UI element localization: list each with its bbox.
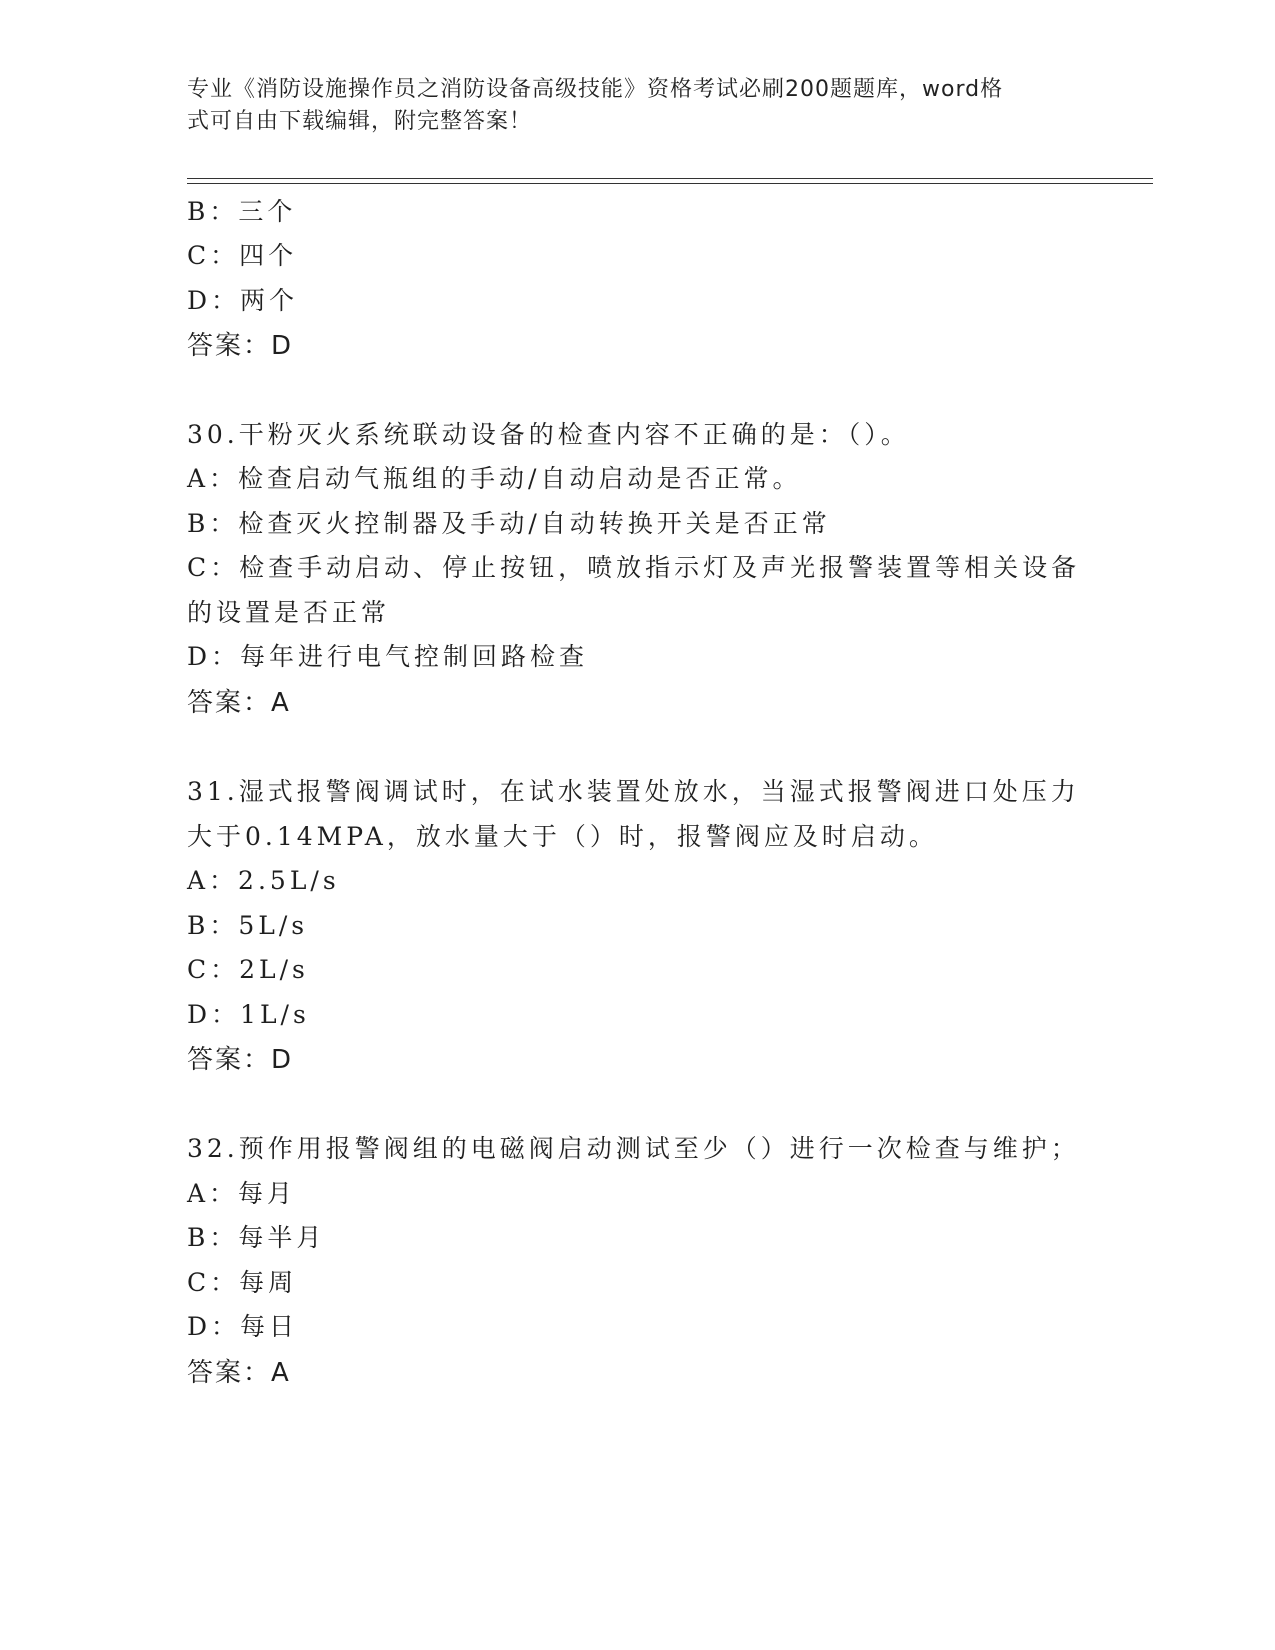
q30-answer: 答案：A bbox=[187, 688, 291, 718]
q32-stem: 32.预作用报警阀组的电磁阀启动测试至少（）进行一次检查与维护； bbox=[187, 1134, 1080, 1163]
q30-option-b: B：检查灭火控制器及手动/自动转换开关是否正常 bbox=[187, 509, 831, 538]
q31-stem-2: 大于0.14MPA，放水量大于（）时，报警阀应及时启动。 bbox=[187, 822, 938, 851]
q32-option-d: D：每日 bbox=[187, 1312, 299, 1341]
header-rule-bottom bbox=[187, 183, 1153, 184]
document-header bbox=[187, 74, 1067, 138]
prev-option-d: D：两个 bbox=[187, 286, 299, 315]
prev-answer: 答案：D bbox=[187, 331, 294, 361]
header-rule-top bbox=[187, 178, 1153, 179]
prev-option-b: B：三个 bbox=[187, 197, 297, 226]
q31-option-a: A：2.5L/s bbox=[187, 866, 340, 895]
q32-option-c: C：每周 bbox=[187, 1268, 298, 1297]
q31-option-d: D：1L/s bbox=[187, 1000, 310, 1029]
q30-option-c-cont: 的设置是否正常 bbox=[187, 598, 391, 627]
q32-option-b: B：每半月 bbox=[187, 1223, 326, 1252]
q30-stem: 30.干粉灭火系统联动设备的检查内容不正确的是：（）。 bbox=[187, 420, 910, 449]
q31-stem-1: 31.湿式报警阀调试时，在试水装置处放水，当湿式报警阀进口处压力 bbox=[187, 777, 1080, 806]
header-line-2: 式可自由下载编辑，附完整答案！ bbox=[187, 109, 533, 134]
q30-option-c: C：检查手动启动、停止按钮，喷放指示灯及声光报警装置等相关设备 bbox=[187, 553, 1081, 582]
q30-option-a: A：检查启动气瓶组的手动/自动启动是否正常。 bbox=[187, 464, 802, 493]
q30-option-d: D：每年进行电气控制回路检查 bbox=[187, 642, 589, 671]
header-line-1: 专业《消防设施操作员之消防设备高级技能》资格考试必刷200题题库，word格 bbox=[187, 77, 1004, 102]
q31-option-c: C：2L/s bbox=[187, 955, 309, 984]
q31-option-b: B：5L/s bbox=[187, 911, 309, 940]
q31-answer: 答案：D bbox=[187, 1045, 294, 1075]
q32-option-a: A：每月 bbox=[187, 1179, 297, 1208]
q32-answer: 答案：A bbox=[187, 1358, 291, 1388]
prev-option-c: C：四个 bbox=[187, 241, 298, 270]
